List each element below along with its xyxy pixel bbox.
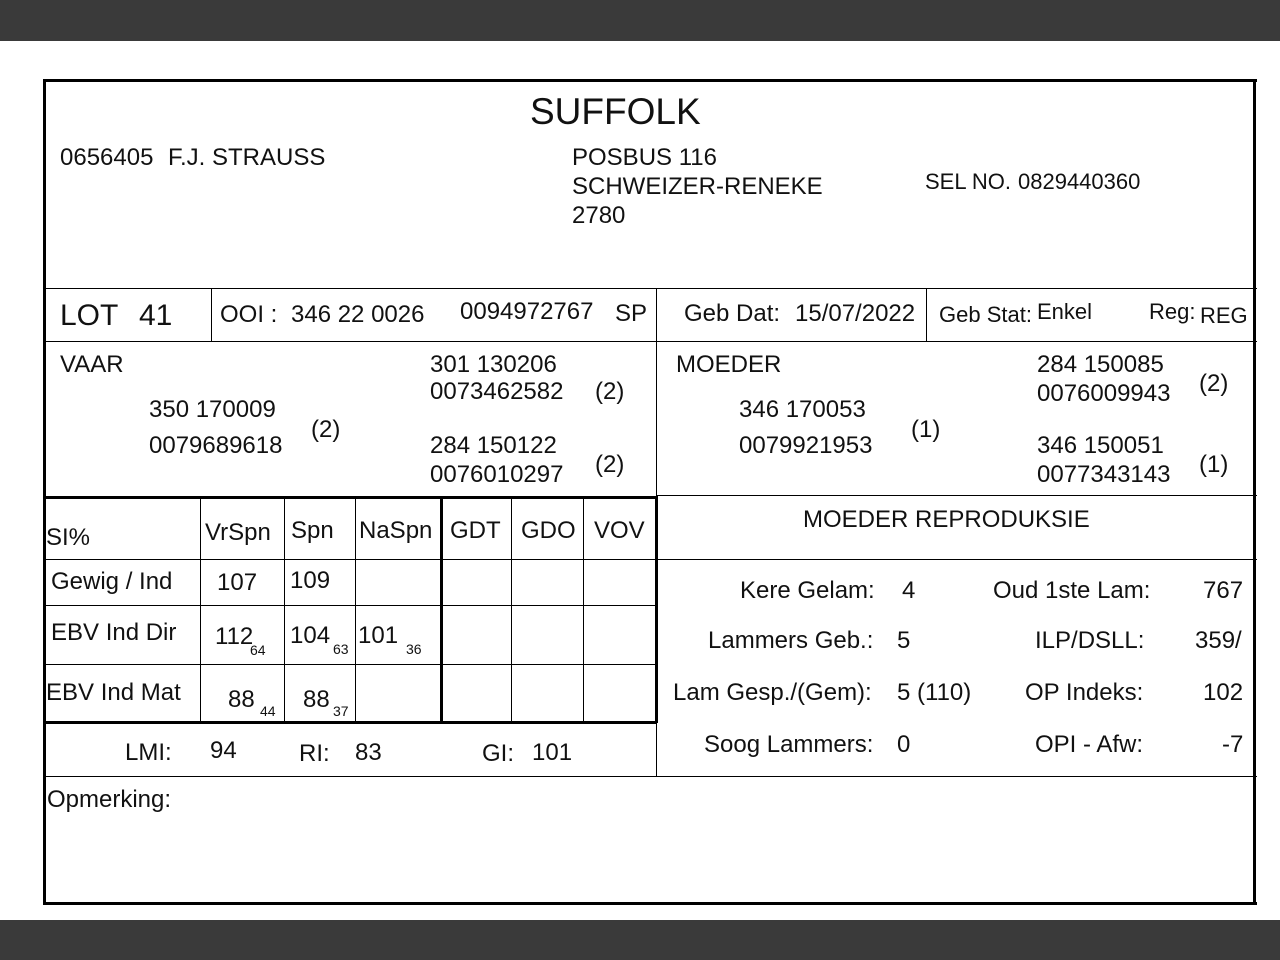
owner-name: F.J. STRAUSS bbox=[168, 144, 326, 171]
ebv-dir-spn: 104 bbox=[290, 622, 331, 649]
ooi-number: 0094972767 bbox=[460, 298, 594, 325]
rule-lot-divider bbox=[211, 288, 212, 341]
rule-header-bottom bbox=[43, 288, 1257, 289]
dam-sire-count: (2) bbox=[1199, 370, 1229, 397]
col-header-naspn: NaSpn bbox=[359, 517, 433, 544]
ebv-dir-vrspn: 112 bbox=[215, 623, 254, 650]
ebv-mat-vrspn-sub: 44 bbox=[260, 703, 276, 719]
phone-number: 0829440360 bbox=[1018, 169, 1141, 194]
sire-label: VAAR bbox=[60, 351, 124, 378]
birth-stat: Enkel bbox=[1037, 299, 1093, 324]
address-line-3: 2780 bbox=[572, 202, 626, 229]
dam-sire-id: 284 150085 bbox=[1037, 351, 1164, 378]
dam-label: MOEDER bbox=[676, 351, 782, 378]
sire-count: (2) bbox=[311, 416, 341, 443]
rule-table-row1 bbox=[43, 605, 657, 606]
ebv-dir-vrspn-sub: 64 bbox=[250, 642, 266, 658]
sire-id: 350 170009 bbox=[149, 396, 276, 423]
col-header-si: SI% bbox=[46, 524, 91, 551]
gewig-vrspn: 107 bbox=[217, 569, 258, 596]
lamgesp-value: 5 (110) bbox=[897, 679, 972, 706]
lammers-label: Lammers Geb.: bbox=[708, 627, 874, 654]
gi-label: GI: bbox=[482, 740, 515, 767]
lmi-value: 94 bbox=[210, 737, 237, 764]
dam-dam-number: 0077343143 bbox=[1037, 461, 1171, 488]
rule-lot-bottom bbox=[43, 341, 1257, 342]
address-line-1: POSBUS 116 bbox=[572, 144, 717, 171]
card-border-right bbox=[1253, 79, 1256, 905]
card-border-left bbox=[43, 79, 46, 905]
lamgesp-label: Lam Gesp./(Gem): bbox=[673, 679, 872, 706]
row-label-gewig: Gewig / Ind bbox=[51, 568, 173, 595]
dam-dam-id: 346 150051 bbox=[1037, 432, 1164, 459]
ebv-mat-vrspn: 88 bbox=[228, 686, 255, 713]
ooi-label: OOI : bbox=[220, 301, 278, 328]
dam-number: 0079921953 bbox=[739, 432, 873, 459]
sire-sire-id: 301 130206 bbox=[430, 351, 557, 378]
phone-label: SEL NO. bbox=[925, 169, 1011, 194]
remarks-label: Opmerking: bbox=[47, 786, 172, 813]
ebv-mat-spn-sub: 37 bbox=[333, 703, 349, 719]
op-label: OP Indeks: bbox=[1025, 679, 1144, 706]
reg-value: REG bbox=[1200, 303, 1248, 328]
lammers-value: 5 bbox=[897, 627, 911, 654]
rule-date-divider bbox=[926, 288, 927, 341]
card-border-bottom bbox=[43, 902, 1257, 905]
rule-table-col-naspn bbox=[440, 496, 443, 723]
dam-count: (1) bbox=[911, 416, 941, 443]
address-line-2: SCHWEIZER-RENEKE bbox=[572, 173, 823, 200]
op-value: 102 bbox=[1203, 679, 1244, 706]
dam-id: 346 170053 bbox=[739, 396, 866, 423]
birth-date: 15/07/2022 bbox=[795, 300, 916, 327]
ilp-value: 359/ bbox=[1195, 627, 1242, 654]
rule-ooi-divider bbox=[656, 288, 657, 341]
opi-label: OPI - Afw: bbox=[1035, 731, 1144, 758]
row-label-ebv-dir: EBV Ind Dir bbox=[51, 619, 177, 646]
rule-pedigree-bottom bbox=[43, 496, 657, 499]
rule-table-col-gdo bbox=[583, 496, 584, 723]
col-header-gdt: GDT bbox=[450, 517, 501, 544]
lmi-label: LMI: bbox=[125, 739, 172, 766]
kere-value: 4 bbox=[902, 577, 916, 604]
rule-indices-bottom bbox=[43, 776, 1257, 777]
lot-number: 41 bbox=[139, 299, 173, 332]
birth-stat-label: Geb Stat: bbox=[939, 302, 1032, 327]
row-label-ebv-mat: EBV Ind Mat bbox=[46, 679, 181, 706]
ebv-dir-spn-sub: 63 bbox=[333, 641, 349, 657]
oud-label: Oud 1ste Lam: bbox=[993, 577, 1151, 604]
soog-value: 0 bbox=[897, 731, 911, 758]
rule-table-header bbox=[43, 559, 1257, 560]
col-header-gdo: GDO bbox=[521, 517, 576, 544]
sire-dam-number: 0076010297 bbox=[430, 461, 564, 488]
rule-table-col-spn bbox=[355, 496, 356, 723]
ebv-dir-naspn: 101 bbox=[358, 622, 399, 649]
rule-repro-left bbox=[656, 496, 657, 777]
opi-value: -7 bbox=[1222, 731, 1244, 758]
rule-table-col-vrspn bbox=[284, 496, 285, 723]
ooi-suffix: SP bbox=[615, 300, 648, 327]
ri-value: 83 bbox=[355, 739, 382, 766]
rule-table-bottom bbox=[43, 721, 657, 724]
col-header-vov: VOV bbox=[594, 517, 645, 544]
rule-table-col-gdt bbox=[511, 496, 512, 723]
ri-label: RI: bbox=[299, 740, 330, 767]
repro-title: MOEDER REPRODUKSIE bbox=[803, 506, 1090, 533]
ooi-id: 346 22 0026 bbox=[291, 301, 425, 328]
ilp-label: ILP/DSLL: bbox=[1035, 627, 1145, 654]
dam-dam-count: (1) bbox=[1199, 451, 1229, 478]
gi-value: 101 bbox=[532, 739, 573, 766]
sire-sire-number: 0073462582 bbox=[430, 378, 564, 405]
col-header-spn: Spn bbox=[291, 517, 334, 544]
oud-value: 767 bbox=[1203, 577, 1244, 604]
sire-dam-id: 284 150122 bbox=[430, 432, 557, 459]
rule-pedigree-bottom-right bbox=[657, 495, 1257, 496]
ebv-mat-spn: 88 bbox=[303, 686, 330, 713]
sire-sire-count: (2) bbox=[595, 378, 625, 405]
top-letterbox-bar bbox=[0, 0, 1280, 41]
gewig-spn: 109 bbox=[290, 567, 331, 594]
lot-label: LOT bbox=[60, 299, 119, 332]
card-border-top bbox=[43, 79, 1257, 82]
rule-table-row2 bbox=[43, 664, 657, 665]
birth-date-label: Geb Dat: bbox=[684, 300, 781, 327]
rule-pedigree-divider bbox=[656, 341, 657, 496]
owner-code: 0656405 bbox=[60, 144, 154, 171]
reg-label: Reg: bbox=[1149, 299, 1196, 324]
bottom-letterbox-bar bbox=[0, 920, 1280, 960]
kere-label: Kere Gelam: bbox=[740, 577, 875, 604]
rule-table-col-si bbox=[200, 496, 201, 723]
ebv-dir-naspn-sub: 36 bbox=[406, 641, 422, 657]
dam-sire-number: 0076009943 bbox=[1037, 380, 1171, 407]
sire-number: 0079689618 bbox=[149, 432, 283, 459]
breed-title: SUFFOLK bbox=[530, 91, 701, 132]
col-header-vrspn: VrSpn bbox=[205, 519, 271, 546]
soog-label: Soog Lammers: bbox=[704, 731, 874, 758]
sire-dam-count: (2) bbox=[595, 451, 625, 478]
